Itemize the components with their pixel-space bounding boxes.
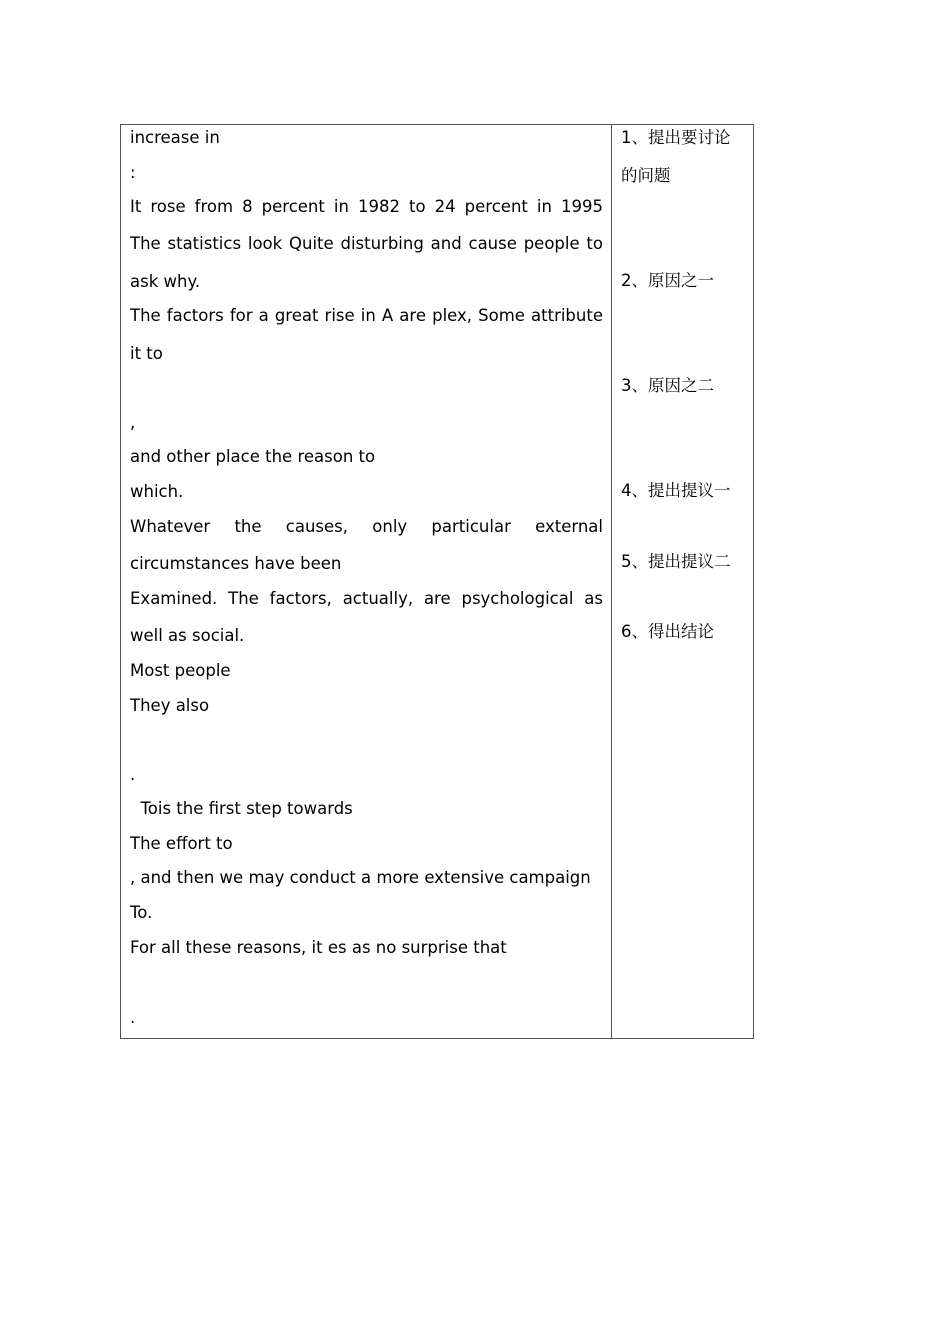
essay-line: well as social. [130,626,245,645]
essay-line: increase in [130,128,220,147]
note-line: 6、得出结论 [621,622,714,641]
essay-line: , [130,413,136,432]
note-line: 4、提出提议一 [621,481,731,500]
essay-template-column [121,125,612,1038]
note-line: 2、原因之一 [621,271,714,290]
outline-table [120,124,754,1039]
outline-notes-column [612,125,753,1038]
note-line: 的问题 [621,166,671,185]
essay-line: Most people [130,661,231,680]
essay-line: It rose from 8 percent in 1982 to 24 percent in 1995 [130,197,603,216]
essay-line: ask why. [130,272,201,291]
note-line: 1、提出要讨论 [621,128,731,147]
essay-line: and other place the reason to [130,447,376,466]
essay-line: . [130,1008,136,1027]
essay-line: : [130,163,136,182]
essay-line: The effort to [130,834,233,853]
note-line: 3、原因之二 [621,376,714,395]
essay-line: circumstances have been [130,554,342,573]
essay-line: , and then we may conduct a more extensive campaign [130,868,591,887]
essay-line: Examined. The factors, actually, are psychological as [130,589,603,608]
note-line: 5、提出提议二 [621,552,731,571]
essay-line: Tois the first step towards [130,799,353,818]
essay-line: . [130,765,136,784]
essay-line: which. [130,482,184,501]
essay-line: Whatever the causes, only particular external [130,517,603,536]
essay-line: For all these reasons, it es as no surprise that [130,938,507,957]
essay-line: it to [130,344,163,363]
essay-line: The factors for a great rise in A are plex, Some attribute [130,306,603,325]
essay-line: The statistics look Quite disturbing and cause people to [130,234,603,253]
essay-line: To. [130,903,153,922]
essay-line: They also [130,696,210,715]
